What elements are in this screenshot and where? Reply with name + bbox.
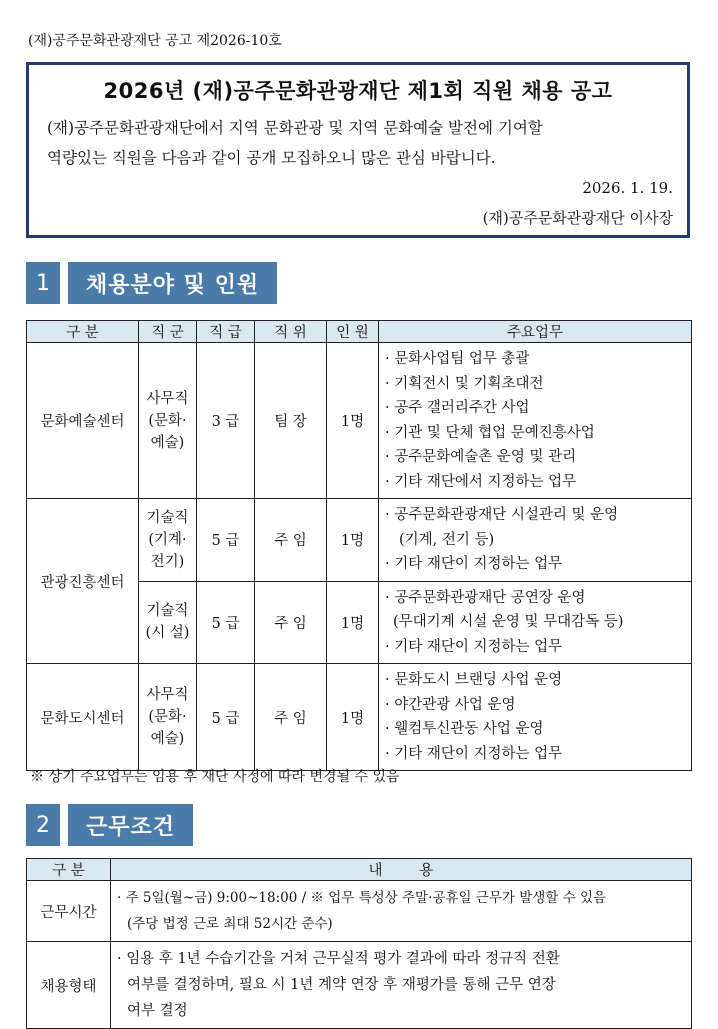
duties-change-note: ※ 상기 주요업무는 임용 후 재단 사정에 따라 변경될 수 있음 [30,769,400,785]
job-group-cell: 기술직 (시 설) [139,581,197,664]
count-cell: 1명 [327,581,379,664]
position-cell: 팀 장 [255,343,327,499]
table-row [27,664,692,771]
col-content: 내 용 [111,859,692,881]
division-cell: 관광진흥센터 [27,499,139,664]
table-row [27,499,692,582]
section-2-heading [26,804,193,846]
working-hours-label: 근무시간 [27,881,111,942]
col-division: 구 분 [27,321,139,343]
col-job-group: 직 군 [139,321,197,343]
table-row [27,881,692,942]
table-header-row [27,321,692,343]
job-group-cell: 사무직 (문화· 예술) [139,664,197,771]
section-1-heading [26,262,277,304]
count-cell: 1명 [327,499,379,582]
duties-cell: · 문화사업팀 업무 총괄 · 기획전시 및 기획초대전 · 공주 갤러리주간 사업 · 기관 및 단체 협업 문예진흥사업 · 공주문화예술촌 운영 및 관리 · 기타 재단에서 지정하는 업무 [379,343,692,499]
col-category: 구 분 [27,859,111,881]
section-2-number: 2 [26,804,60,846]
division-cell: 문화예술센터 [27,343,139,499]
grade-cell: 5 급 [197,581,255,664]
col-duties: 주요업무 [379,321,692,343]
position-cell: 주 임 [255,581,327,664]
employment-type-content: · 임용 후 1년 수습기간을 거쳐 근무실적 평가 결과에 따라 정규직 전환 여부를 결정하며, 필요 시 1년 계약 연장 후 재평가를 통해 근무 연장 여부 결정 [111,942,692,1029]
grade-cell: 3 급 [197,343,255,499]
grade-cell: 5 급 [197,664,255,771]
table-row [27,343,692,499]
table-row [27,942,692,1029]
recruitment-table [26,320,692,771]
working-hours-content: · 주 5일(월~금) 9:00~18:00 / ※ 업무 특성상 주말·공휴일 근무가 발생할 수 있음 (주당 법정 근로 최대 52시간 준수) [111,881,692,942]
duties-cell: · 문화도시 브랜딩 사업 운영 · 야간관광 사업 운영 · 웰컴투신관동 사업 운영 · 기타 재단이 지정하는 업무 [379,664,692,771]
count-cell: 1명 [327,343,379,499]
announcement-header-box [26,62,690,238]
table-header-row [27,859,692,881]
job-group-cell: 사무직 (문화· 예술) [139,343,197,499]
intro-line-2: 역량있는 직원을 다음과 같이 공개 모집하오니 많은 관심 바랍니다. [47,149,496,167]
col-count: 인 원 [327,321,379,343]
notice-number: (재)공주문화관광재단 공고 제2026-10호 [28,33,282,49]
division-cell: 문화도시센터 [27,664,139,771]
announcement-date: 2026. 1. 19. [582,179,673,197]
intro-line-1: (재)공주문화관광재단에서 지역 문화관광 및 지역 문화예술 발전에 기여할 [47,119,543,137]
section-1-number: 1 [26,262,60,304]
grade-cell: 5 급 [197,499,255,582]
section-2-title: 근무조건 [68,804,193,846]
position-cell: 주 임 [255,499,327,582]
position-cell: 주 임 [255,664,327,771]
signer: (재)공주문화관광재단 이사장 [482,209,673,227]
section-1-title: 채용분야 및 인원 [68,262,277,304]
col-grade: 직 급 [197,321,255,343]
job-group-cell: 기술직 (기계· 전기) [139,499,197,582]
duties-cell: · 공주문화관광재단 공연장 운영 (무대기계 시설 운영 및 무대감독 등) · 기타 재단이 지정하는 업무 [379,581,692,664]
duties-cell: · 공주문화관광재단 시설관리 및 운영 (기계, 전기 등) · 기타 재단이 지정하는 업무 [379,499,692,582]
col-position: 직 위 [255,321,327,343]
count-cell: 1명 [327,664,379,771]
employment-type-label: 채용형태 [27,942,111,1029]
announcement-title: 2026년 (재)공주문화관광재단 제1회 직원 채용 공고 [103,79,613,103]
working-conditions-table [26,858,692,1029]
